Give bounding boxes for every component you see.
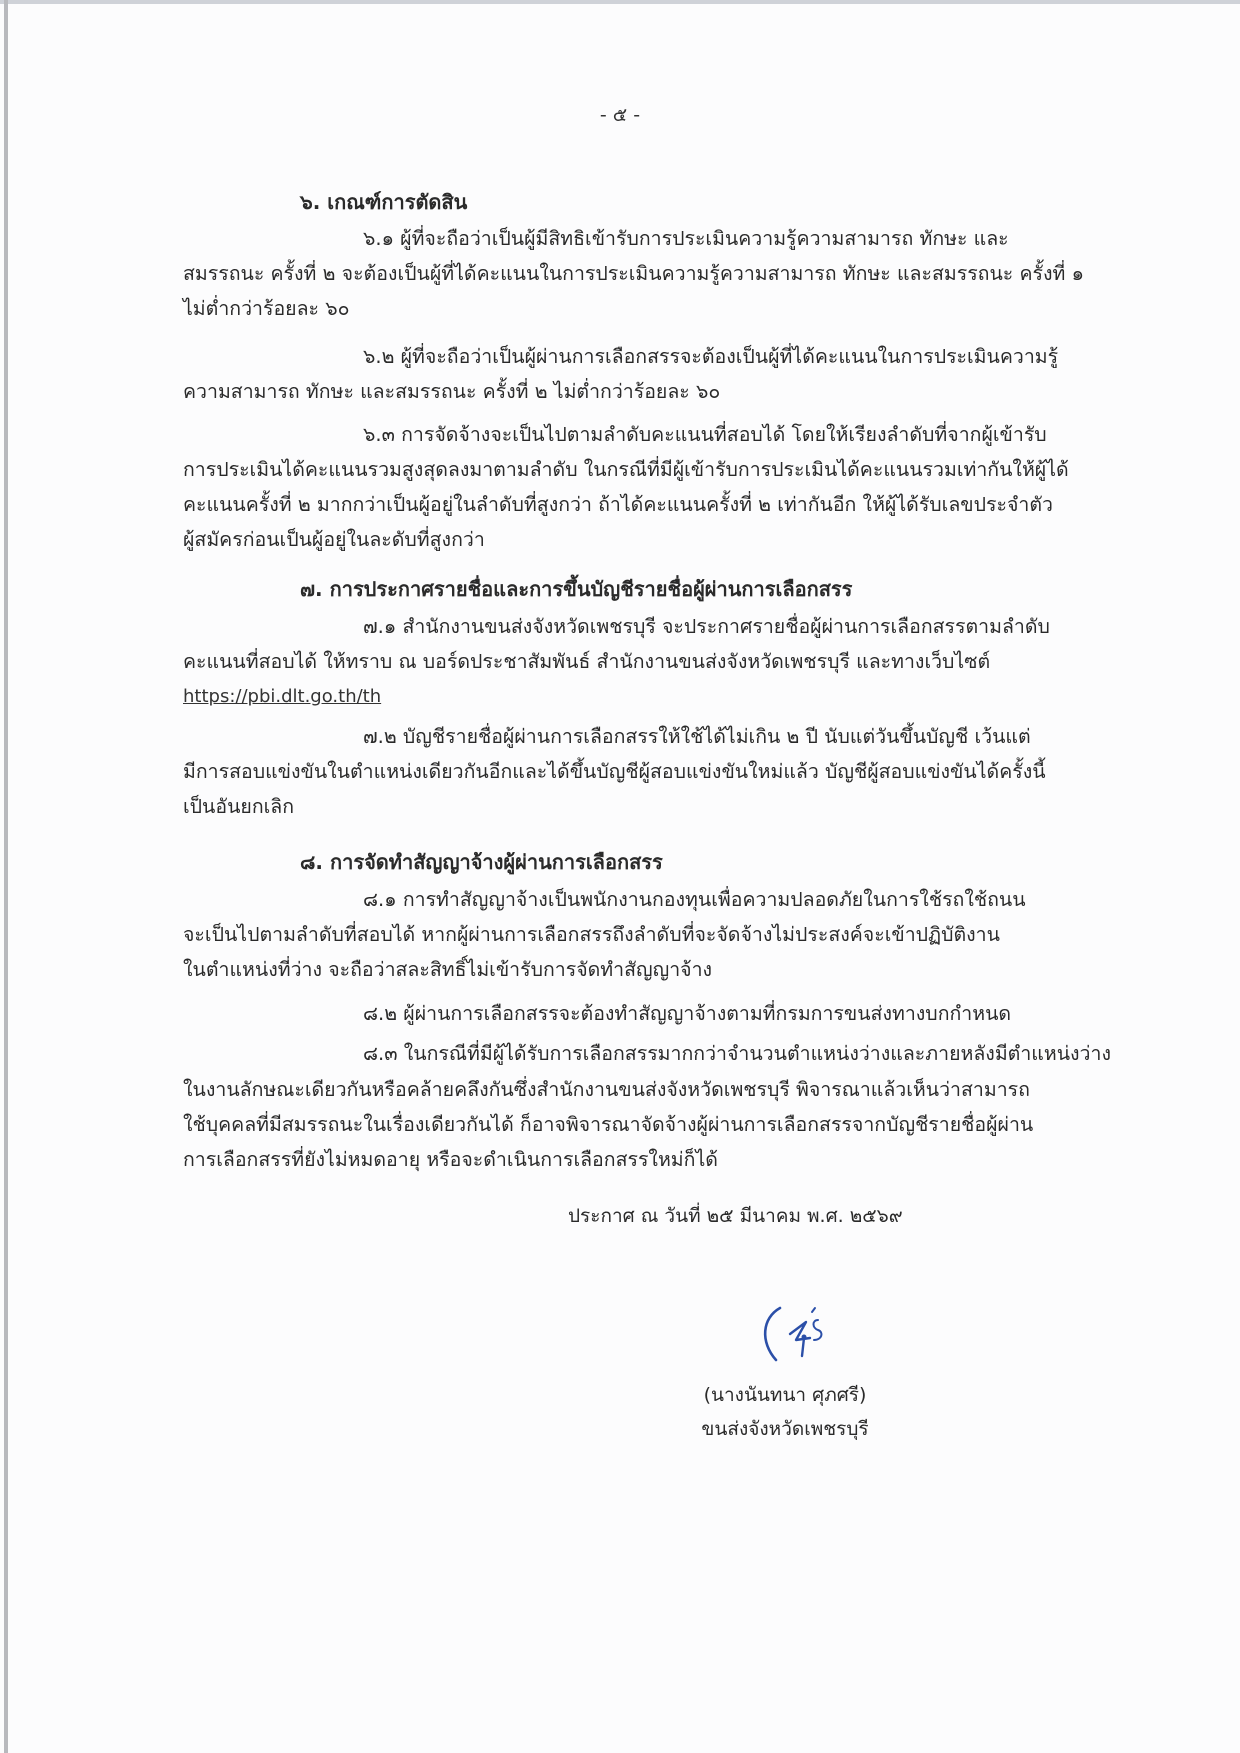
clause-6-3-line-3: คะแนนครั้งที่ ๒ มากกว่าเป็นผู้อยู่ในลำดับที่สูงกว่า ถ้าได้คะแนนครั้งที่ ๒ เท่ากันอีก ให้ผู้ได้รับเลขประจำตัว [183, 493, 1053, 516]
section-7-heading: ๗. การประกาศรายชื่อและการขึ้นบัญชีรายชื่อผู้ผ่านการเลือกสรร [300, 577, 853, 601]
clause-7-2-line-2: มีการสอบแข่งขันในตำแหน่งเดียวกันอีกและได้ขึ้นบัญชีผู้สอบแข่งขันใหม่แล้ว บัญชีผู้สอบแข่งขันได้ครั้งนี้ [183, 760, 1046, 783]
clause-7-2-line-1: ๗.๒ บัญชีรายชื่อผู้ผ่านการเลือกสรรให้ใช้ได้ไม่เกิน ๒ ปี นับแต่วันขึ้นบัญชี เว้นแต่ [363, 725, 1031, 748]
signatory-name: (นางนันทนา ศุภศรี) [703, 1384, 867, 1406]
clause-7-1-line-1: ๗.๑ สำนักงานขนส่งจังหวัดเพชรบุรี จะประกาศรายชื่อผู้ผ่านการเลือกสรรตามลำดับ [363, 615, 1050, 638]
page-number: - ๕ - [599, 104, 641, 126]
clause-6-3-line-1: ๖.๓ การจัดจ้างจะเป็นไปตามลำดับคะแนนที่สอบได้ โดยให้เรียงลำดับที่จากผู้เข้ารับ [363, 423, 1047, 446]
clause-6-2-line-2: ความสามารถ ทักษะ และสมรรถนะ ครั้งที่ ๒ ไม่ต่ำกว่าร้อยละ ๖๐ [183, 380, 721, 403]
clause-6-1-line-1: ๖.๑ ผู้ที่จะถือว่าเป็นผู้มีสิทธิเข้ารับการประเมินความรู้ความสามารถ ทักษะ และ [363, 227, 1009, 250]
clause-8-1-line-1: ๘.๑ การทำสัญญาจ้างเป็นพนักงานกองทุนเพื่อความปลอดภัยในการใช้รถใช้ถนน [363, 888, 1026, 911]
clause-8-3-line-2: ในงานลักษณะเดียวกันหรือคล้ายคลึงกันซึ่งสำนักงานขนส่งจังหวัดเพชรบุรี พิจารณาแล้วเห็นว่าสามารถ [183, 1078, 1030, 1101]
clause-8-3-line-3: ใช้บุคคลที่มีสมรรถนะในเรื่องเดียวกันได้ ก็อาจพิจารณาจัดจ้างผู้ผ่านการเลือกสรรจากบัญชีรายชื่อผู้ผ่าน [183, 1113, 1034, 1136]
clause-7-2-line-3: เป็นอันยกเลิก [183, 795, 295, 818]
clause-6-2-line-1: ๖.๒ ผู้ที่จะถือว่าเป็นผู้ผ่านการเลือกสรรจะต้องเป็นผู้ที่ได้คะแนนในการประเมินความรู้ [363, 345, 1059, 368]
clause-6-3-line-4: ผู้สมัครก่อนเป็นผู้อยู่ในละดับที่สูงกว่า [183, 528, 485, 551]
clause-7-1-line-2: คะแนนที่สอบได้ ให้ทราบ ณ บอร์ดประชาสัมพันธ์ สำนักงานขนส่งจังหวัดเพชรบุรี และทางเว็บไซต์ [183, 650, 991, 673]
website-link[interactable]: https://pbi.dlt.go.th/th [183, 686, 382, 707]
clause-6-1-line-2: สมรรถนะ ครั้งที่ ๒ จะต้องเป็นผู้ที่ได้คะแนนในการประเมินความรู้ความสามารถ ทักษะ และสมรรถนะ ครั้งที่ ๑ [183, 262, 1084, 285]
clause-8-3-line-4: การเลือกสรรที่ยังไม่หมดอายุ หรือจะดำเนินการเลือกสรรใหม่ก็ได้ [183, 1148, 718, 1171]
clause-8-1-line-3: ในตำแหน่งที่ว่าง จะถือว่าสละสิทธิ์ไม่เข้ารับการจัดทำสัญญาจ้าง [183, 958, 713, 981]
clause-8-1-line-2: จะเป็นไปตามลำดับที่สอบได้ หากผู้ผ่านการเลือกสรรถึงลำดับที่จะจัดจ้างไม่ประสงค์จะเข้าปฏิบัติงาน [183, 923, 1000, 946]
clause-6-1-line-3: ไม่ต่ำกว่าร้อยละ ๖๐ [183, 297, 350, 320]
clause-8-2-line-1: ๘.๒ ผู้ผ่านการเลือกสรรจะต้องทำสัญญาจ้างตามที่กรมการขนส่งทางบกกำหนด [363, 1002, 1012, 1025]
signatory-title: ขนส่งจังหวัดเพชรบุรี [701, 1418, 869, 1440]
announcement-date: ประกาศ ณ วันที่ ๒๕ มีนาคม พ.ศ. ๒๕๖๙ [568, 1205, 903, 1227]
signature-icon [752, 1300, 852, 1370]
section-8-heading: ๘. การจัดทำสัญญาจ้างผู้ผ่านการเลือกสรร [300, 850, 663, 874]
section-6-heading: ๖. เกณฑ์การตัดสิน [300, 190, 468, 214]
clause-8-3-line-1: ๘.๓ ในกรณีที่มีผู้ได้รับการเลือกสรรมากกว่าจำนวนตำแหน่งว่างและภายหลังมีตำแหน่งว่าง [363, 1042, 1111, 1065]
clause-6-3-line-2: การประเมินได้คะแนนรวมสูงสุดลงมาตามลำดับ ในกรณีที่มีผู้เข้ารับการประเมินได้คะแนนรวมเท่ากันให้ผู้ได้ [183, 458, 1069, 481]
